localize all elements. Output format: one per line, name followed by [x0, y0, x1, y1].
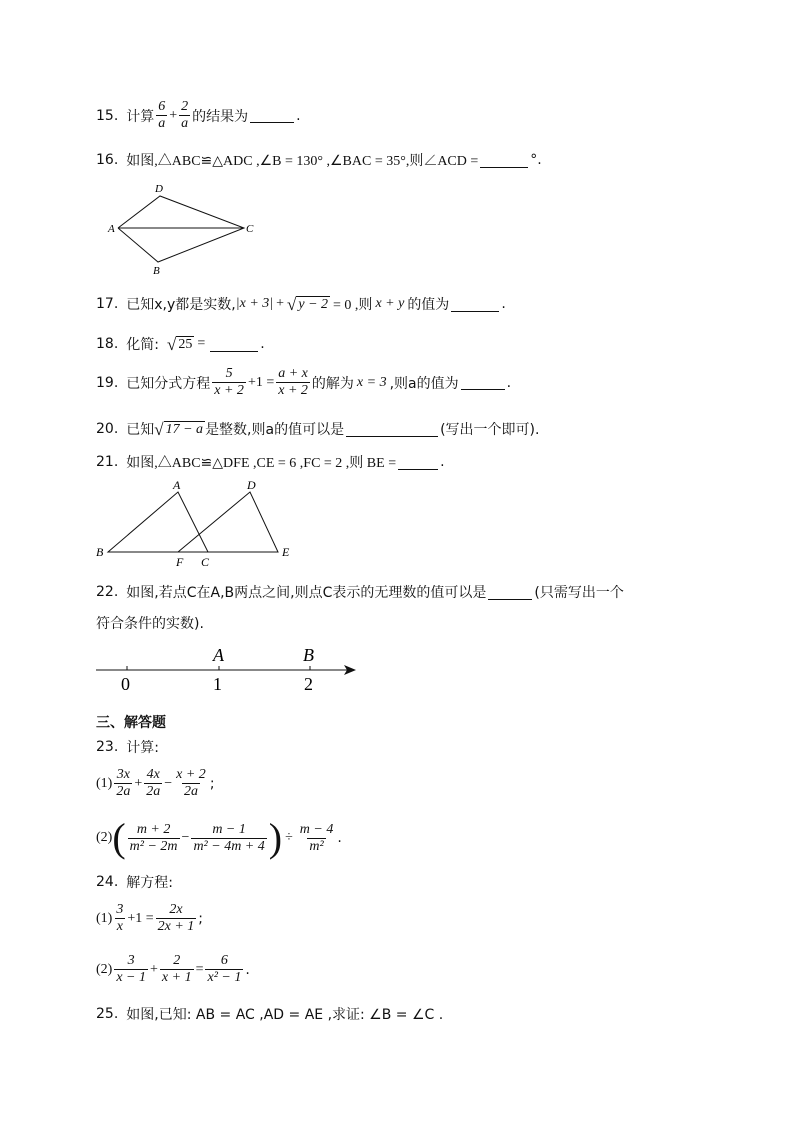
tick-label-1: 1 [213, 674, 222, 694]
question-18 [96, 334, 265, 354]
operator: + [276, 296, 285, 311]
question-text: 已知分式方程 [126, 375, 211, 392]
operator: ÷ [285, 830, 293, 845]
denominator: x + 2 [278, 383, 308, 398]
numerator: 6 [220, 953, 228, 968]
answer-blank[interactable] [210, 337, 258, 352]
question-text: 的结果为 [192, 108, 249, 125]
fraction [114, 953, 148, 986]
label-a: A [108, 223, 115, 235]
question-number: 22. [96, 584, 119, 600]
fraction [156, 99, 167, 132]
operator: + [169, 107, 178, 123]
denominator: x + 1 [161, 970, 192, 985]
question-text: (写出一个即可). [440, 422, 540, 438]
question-number: 16. [96, 152, 119, 168]
question-text: 计算 [126, 108, 155, 125]
question-23-part-1 [96, 767, 215, 800]
punctuation: . [337, 830, 342, 846]
question-25 [96, 1004, 443, 1024]
denominator: 2a [146, 784, 161, 799]
figure-kite [100, 182, 270, 276]
numerator: 4x [146, 767, 160, 782]
denominator: x + 2 [214, 383, 244, 398]
absolute-value: |x + 3| [235, 296, 274, 311]
answer-blank[interactable] [480, 153, 528, 168]
part-label: (1) [96, 910, 113, 926]
question-number: 18. [96, 336, 119, 352]
numerator: 6 [158, 99, 166, 114]
numerator: 2 [173, 953, 181, 968]
denominator: x² − 1 [207, 970, 242, 985]
numerator: 5 [225, 366, 233, 381]
question-text: 计算: [126, 740, 159, 756]
tick-label-0: 0 [121, 674, 130, 694]
question-text: 的解为 [311, 375, 354, 392]
operator: = [197, 336, 206, 351]
operator: − [181, 830, 190, 845]
question-24 [96, 872, 173, 892]
question-text: (只需写出一个 [534, 585, 624, 601]
question-number: 25. [96, 1006, 119, 1022]
numerator: x + 2 [176, 767, 206, 782]
numerator: 2 [181, 99, 189, 114]
square-root: √ 17 − a [154, 419, 204, 439]
number-line [94, 642, 364, 696]
fraction [191, 822, 266, 855]
solution-value: x = 3 [356, 374, 387, 390]
question-text: 已知x,y都是实数, [126, 297, 236, 313]
question-23 [96, 737, 159, 757]
answer-blank[interactable] [250, 108, 294, 123]
label-a: A [173, 478, 181, 492]
radicand: 25 [178, 336, 193, 352]
question-15 [96, 99, 301, 132]
punctuation: . [296, 107, 301, 124]
operator: +1 = [127, 910, 154, 926]
label-d: D [155, 183, 163, 195]
expression: x + y [375, 296, 405, 311]
answer-blank[interactable] [451, 297, 499, 312]
question-text: 解方程: [126, 875, 173, 891]
question-number: 24. [96, 874, 119, 890]
fraction [114, 767, 132, 800]
numerator: 2x [169, 902, 183, 917]
answer-blank[interactable] [398, 455, 438, 470]
operator: +1 = [247, 374, 275, 390]
answer-blank[interactable] [346, 422, 438, 437]
operator: = [195, 961, 204, 977]
question-text: 已知 [126, 422, 155, 438]
radicand: y − 2 [298, 296, 329, 312]
question-text: ,则a的值为 [389, 375, 459, 392]
denominator: x [116, 919, 123, 934]
denominator: 2x + 1 [157, 919, 195, 934]
question-16 [96, 150, 542, 170]
question-22-line1 [96, 582, 624, 602]
question-text: 是整数,则a的值可以是 [205, 422, 345, 438]
fraction [156, 902, 197, 935]
fraction [174, 767, 208, 800]
label-d: D [247, 478, 256, 492]
fraction [144, 767, 162, 800]
question-20 [96, 419, 539, 439]
operator: + [150, 961, 158, 977]
fraction [128, 822, 180, 855]
tick-label-2: 2 [304, 674, 313, 694]
question-22-line2 [96, 613, 204, 633]
answer-blank[interactable] [461, 375, 505, 390]
fraction [212, 366, 246, 399]
denominator: x − 1 [116, 970, 146, 985]
question-text: 化简: [126, 337, 159, 353]
punctuation: . [245, 961, 250, 978]
operator: + [134, 775, 143, 791]
denominator: m² − 2m [129, 838, 178, 854]
question-text: 的值为 [407, 297, 450, 313]
fraction [298, 822, 336, 855]
question-text: 如图,若点C在A,B两点之间,则点C表示的无理数的值可以是 [126, 585, 487, 601]
denominator: 2a [183, 784, 198, 799]
section-heading [96, 712, 166, 732]
numerator: 3 [116, 902, 124, 917]
question-number: 20. [96, 421, 119, 437]
question-number: 23. [96, 739, 119, 755]
punctuation: . [440, 454, 445, 470]
denominator: 2a [116, 784, 131, 799]
label-f: F [176, 555, 184, 569]
question-text: 如图,已知: AB = AC ,AD = AE ,求证: ∠B = ∠C . [126, 1007, 444, 1023]
question-23-part-2: (2) ( $\frac{m + 2}{\text{m² − 2m}}$ − $\frac{m - 1}{\text{m² − 4m + 4}}$ ) ÷ $\frac{m - 4}{\text{m²}}$ . [96, 815, 342, 860]
punctuation: . [501, 296, 506, 312]
part-label: (1) [96, 775, 113, 791]
question-number: 17. [96, 296, 119, 312]
fraction [179, 99, 190, 132]
question-19 [96, 366, 511, 399]
radicand: 17 − a [165, 421, 204, 437]
question-number: 19. [96, 374, 119, 391]
label-b: B [96, 545, 104, 559]
label-c: C [246, 223, 254, 235]
fraction [276, 366, 310, 399]
question-number: 21. [96, 454, 119, 470]
question-24-part-2 [96, 953, 250, 986]
denominator: m² [309, 838, 324, 854]
denominator: a [181, 116, 189, 131]
numerator: 3 [127, 953, 135, 968]
punctuation: °. [530, 152, 542, 168]
numerator: a + x [278, 366, 308, 381]
part-label: (2) [96, 961, 113, 977]
question-number: 15. [96, 107, 119, 124]
label-c: C [201, 555, 210, 569]
label-e: E [282, 545, 290, 559]
square-root: √ y − 2 [287, 294, 329, 314]
question-text: 如图,△ABC≌△DFE ,CE = 6 ,FC = 2 ,则 BE = [126, 456, 397, 471]
figure-triangles [94, 478, 304, 570]
numerator: m − 1 [212, 821, 246, 837]
question-21 [96, 452, 445, 472]
denominator: m² − 4m + 4 [193, 838, 265, 854]
question-text: 如图,△ABC≌△ADC ,∠B = 130° ,∠BAC = 35°,则∠ACD = [126, 154, 479, 169]
denominator: a [158, 116, 166, 131]
question-24-part-1 [96, 902, 203, 935]
square-root: √ 25 [166, 334, 193, 354]
fraction [114, 902, 125, 935]
punctuation: ; [198, 910, 204, 927]
numerator: m + 2 [136, 821, 171, 837]
point-label-b: B [303, 645, 314, 665]
point-label-a: A [213, 645, 224, 665]
punctuation: . [260, 336, 265, 352]
punctuation: ; [209, 775, 215, 792]
numerator: m − 4 [299, 821, 334, 837]
punctuation: . [506, 374, 512, 391]
fraction [160, 953, 194, 986]
part-label: (2) [96, 830, 113, 845]
fraction [205, 953, 243, 986]
answer-blank[interactable] [488, 585, 532, 600]
question-text: = 0 ,则 [333, 298, 373, 313]
label-b: B [153, 265, 160, 276]
question-17 [96, 294, 506, 314]
operator: − [164, 775, 173, 791]
numerator: 3x [116, 767, 130, 782]
section-title: 三、解答题 [96, 715, 166, 731]
question-text: 符合条件的实数). [96, 616, 204, 632]
